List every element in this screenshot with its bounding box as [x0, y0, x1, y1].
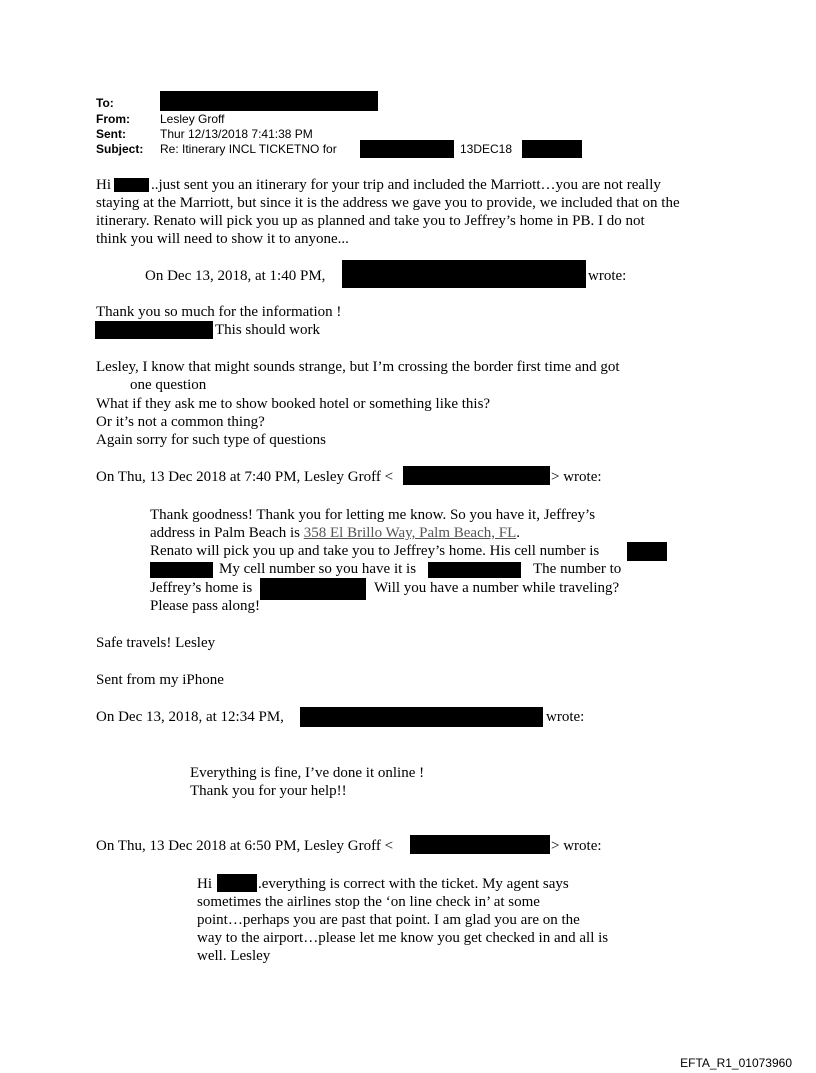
- sent-value: Thur 12/13/2018 7:41:38 PM: [160, 127, 313, 141]
- redacted-recipient: [160, 91, 378, 111]
- msg3-line4b: The number to: [533, 561, 622, 577]
- redacted-subject-name: [360, 140, 454, 158]
- redacted-text: [95, 321, 213, 339]
- msg2-line7: Again sorry for such type of questions: [96, 432, 326, 448]
- redacted-cell-number-cont: [150, 562, 213, 578]
- msg3-line5b: Will you have a number while traveling?: [374, 580, 620, 596]
- msg1-line2: staying at the Marriott, but since it is the address we gave you to provide, we included that on the: [96, 195, 680, 211]
- msg1-line1: ..just sent you an itinerary for your trip and included the Marriott…you are not really: [151, 177, 661, 193]
- from-label: From:: [96, 112, 130, 126]
- msg4-line2: Thank you for your help!!: [190, 783, 347, 799]
- sign-line1: Safe travels! Lesley: [96, 635, 216, 651]
- msg2-line3: Lesley, I know that might sounds strange, but I’m crossing the border first time and got: [96, 359, 620, 375]
- redacted-email: [403, 466, 550, 485]
- redacted-cell-number: [627, 542, 667, 561]
- redacted-home-number: [260, 578, 366, 600]
- msg3-line1: Thank goodness! Thank you for letting me know. So you have it, Jeffrey’s: [150, 507, 596, 523]
- subject-label: Subject:: [96, 142, 144, 156]
- quote4-prefix: On Thu, 13 Dec 2018 at 6:50 PM, Lesley Groff <: [96, 838, 394, 854]
- msg2-line2: This should work: [215, 322, 320, 338]
- from-value: Lesley Groff: [160, 112, 225, 126]
- quote3-prefix: On Dec 13, 2018, at 12:34 PM,: [96, 709, 284, 725]
- redacted-email-2: [410, 835, 550, 854]
- msg2-line5: What if they ask me to show booked hotel or something like this?: [96, 396, 491, 412]
- to-label: To:: [96, 96, 114, 110]
- redacted-sender-2: [300, 707, 543, 727]
- quote1-prefix: On Dec 13, 2018, at 1:40 PM,: [145, 268, 326, 284]
- redacted-name-2: [217, 874, 257, 892]
- address-label: address in Palm Beach is: [150, 525, 300, 541]
- redacted-my-number: [428, 562, 521, 578]
- msg1-greeting: Hi: [96, 177, 111, 193]
- document-id: EFTA_R1_01073960: [680, 1056, 792, 1070]
- quote2-prefix: On Thu, 13 Dec 2018 at 7:40 PM, Lesley Groff <: [96, 469, 394, 485]
- msg5-line2: sometimes the airlines stop the ‘on line check in’ at some: [197, 894, 540, 910]
- msg3-line4a: My cell number so you have it is: [219, 561, 417, 577]
- msg3-line6: Please pass along!: [150, 598, 260, 614]
- quote3-suffix: wrote:: [546, 709, 585, 725]
- msg1-line3: itinerary. Renato will pick you up as planned and take you to Jeffrey’s home in PB. I do not: [96, 213, 645, 229]
- address-link[interactable]: 358 El Brillo Way, Palm Beach, FL: [303, 525, 517, 541]
- msg1-line4: think you will need to show it to anyone...: [96, 231, 349, 247]
- subject-prefix: Re: Itinerary INCL TICKETNO for: [160, 142, 337, 156]
- msg5-line1: .everything is correct with the ticket. My agent says: [258, 876, 569, 892]
- subject-code: 13DEC18: [460, 142, 513, 156]
- msg5-greeting: Hi: [197, 876, 212, 892]
- msg5-line3: point…perhaps you are past that point. I am glad you are on the: [197, 912, 580, 928]
- redacted-name: [114, 178, 149, 192]
- sent-label: Sent:: [96, 127, 126, 141]
- redacted-sender: [342, 260, 586, 288]
- quote1-suffix: wrote:: [588, 268, 627, 284]
- msg3-line5a: Jeffrey’s home is: [150, 580, 253, 596]
- redacted-subject-extra: [522, 140, 582, 158]
- msg3-line2: [150, 524, 520, 542]
- address-period: .: [516, 525, 521, 541]
- msg4-line1: Everything is fine, I’ve done it online !: [190, 765, 425, 781]
- msg3-line3: Renato will pick you up and take you to Jeffrey’s home. His cell number is: [150, 543, 600, 559]
- quote2-suffix: > wrote:: [551, 469, 602, 485]
- msg5-line4: way to the airport…please let me know you get checked in and all is: [197, 930, 609, 946]
- msg2-line4: one question: [130, 377, 207, 393]
- quote4-suffix: > wrote:: [551, 838, 602, 854]
- sign-line2: Sent from my iPhone: [96, 672, 224, 688]
- msg5-line5: well. Lesley: [197, 948, 271, 964]
- msg2-line1: Thank you so much for the information !: [96, 304, 342, 320]
- msg2-line6: Or it’s not a common thing?: [96, 414, 265, 430]
